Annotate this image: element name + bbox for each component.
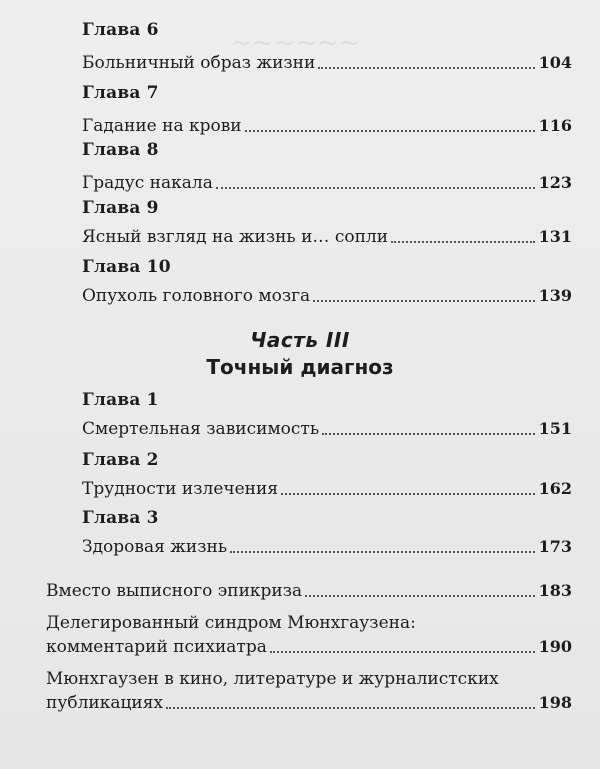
dot-leader: [245, 129, 535, 132]
page-number: 183: [538, 581, 572, 600]
toc-line: [82, 170, 572, 194]
page-number: 123: [538, 173, 572, 192]
chapter-label: Глава 6: [82, 20, 159, 40]
dot-leader: [313, 299, 534, 302]
page-number: 162: [538, 479, 572, 498]
toc-line: [46, 634, 572, 658]
toc-line: [46, 578, 572, 602]
dot-leader: [270, 650, 535, 653]
page-number: 104: [538, 53, 572, 72]
toc-line: [82, 416, 572, 440]
chapter-title: Больничный образ жизни: [82, 53, 316, 73]
page-number: 190: [538, 637, 572, 656]
page-number: 151: [538, 419, 572, 438]
chapter-label: Глава 3: [82, 508, 159, 528]
section-title-line2: публикациях: [46, 693, 164, 713]
page-number: 139: [538, 286, 572, 305]
chapter-title: Опухоль головного мозга: [82, 286, 311, 306]
section-title-line1: Делегированный синдром Мюнхгаузена:: [46, 613, 416, 633]
section-title: Вместо выписного эпикриза: [46, 581, 303, 601]
page-number: 198: [538, 693, 572, 712]
chapter-label: Глава 9: [82, 198, 159, 218]
page-number: 116: [538, 116, 572, 135]
page-number: 131: [538, 227, 572, 246]
dot-leader: [318, 66, 534, 69]
chapter-title: Ясный взгляд на жизнь и… сопли: [82, 227, 389, 247]
chapter-label: Глава 7: [82, 83, 159, 103]
chapter-label: Глава 8: [82, 140, 159, 160]
part-title: Точный диагноз: [206, 355, 394, 379]
dot-leader: [281, 492, 535, 495]
chapter-title: Градус накала: [82, 173, 213, 193]
chapter-title: Трудности излечения: [82, 479, 279, 499]
chapter-title: Смертельная зависимость: [82, 419, 320, 439]
chapter-title: Гадание на крови: [82, 116, 242, 136]
dot-leader: [216, 186, 535, 189]
toc-line: [46, 690, 572, 714]
section-title-line2: комментарий психиатра: [46, 637, 267, 657]
dot-leader: [322, 432, 535, 435]
section-title-line1: Мюнхгаузен в кино, литературе и журналистских: [46, 669, 499, 689]
toc-line: [82, 476, 572, 500]
chapter-title: Здоровая жизнь: [82, 537, 228, 557]
bleed-through-text: ~~~~~~: [230, 28, 361, 58]
dot-leader: [391, 240, 535, 243]
part-label: Часть III: [250, 328, 350, 352]
toc-line: [82, 534, 572, 558]
dot-leader: [230, 550, 535, 553]
toc-line: [82, 283, 572, 307]
chapter-label: Глава 1: [82, 390, 159, 410]
toc-line: [82, 113, 572, 137]
chapter-label: Глава 10: [82, 257, 171, 277]
dot-leader: [305, 594, 534, 597]
page-number: 173: [538, 537, 572, 556]
chapter-label: Глава 2: [82, 450, 159, 470]
toc-line: [82, 224, 572, 248]
dot-leader: [166, 706, 535, 709]
toc-line: [82, 50, 572, 74]
